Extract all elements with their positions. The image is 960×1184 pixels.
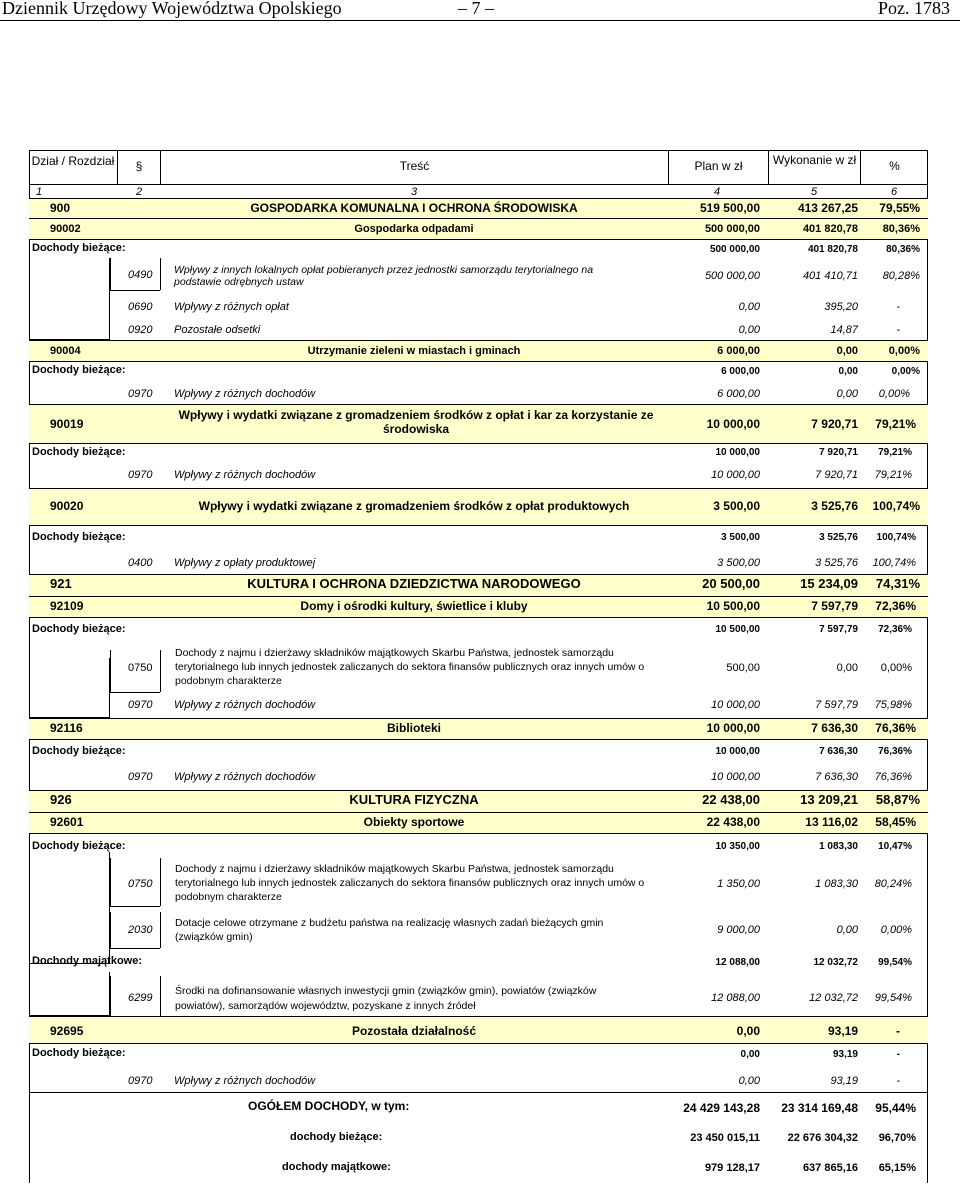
rozdzial-code: 92116 — [50, 721, 83, 735]
col-number-4: 4 — [713, 186, 721, 198]
paragraph-code: 0490 — [128, 269, 153, 281]
rozdzial-name: Pozostała działalność — [351, 1024, 477, 1038]
col-number-3: 3 — [410, 186, 418, 198]
exec-value: 413 267,25 — [797, 201, 858, 215]
header-plan: Plan w zł — [694, 159, 743, 173]
rozdzial-code: 92109 — [50, 599, 84, 613]
table-header-rule — [29, 184, 928, 185]
totals-rule — [29, 1092, 928, 1093]
rozdzial-code: 92601 — [50, 815, 84, 829]
header-percent: % — [889, 159, 900, 173]
total-majatkowe-label: dochody majątkowe: — [282, 1161, 391, 1173]
percent-value: 80,36% — [882, 223, 920, 235]
dzial-code: 926 — [50, 792, 72, 807]
total-label: OGÓŁEM DOCHODY, w tym: — [248, 1099, 410, 1113]
dzial-code: 921 — [50, 576, 72, 591]
header-tresc: Treść — [399, 159, 430, 173]
rozdzial-name: Biblioteki — [386, 721, 441, 735]
col-number-2: 2 — [135, 186, 143, 198]
paragraph-name: Wpływy z innych lokalnych opłat pobieranych przez jednostki samorządu terytorialnego na podstawie odrębnych ustaw — [174, 264, 594, 288]
header-dzial: Dział / Rozdział — [31, 154, 115, 168]
dzial-name: KULTURA I OCHRONA DZIEDZICTWA NARODOWEGO — [247, 576, 581, 591]
dzial-name: GOSPODARKA KOMUNALNA I OCHRONA ŚRODOWISKA — [250, 201, 578, 215]
col-number-6: 6 — [890, 186, 898, 198]
total-biezace-label: dochody bieżące: — [290, 1131, 383, 1143]
exec-value: 401 820,78 — [802, 223, 858, 235]
page-header — [0, 0, 960, 22]
rozdzial-name: Utrzymanie zieleni w miastach i gminach — [307, 345, 521, 357]
plan-value: 500 000,00 — [704, 223, 760, 235]
col-number-5: 5 — [810, 186, 818, 198]
header-wykonanie: Wykonanie w zł — [772, 153, 857, 167]
rozdzial-name: Domy i ośrodki kultury, świetlice i kluby — [300, 599, 528, 613]
rozdzial-name: Gospodarka odpadami — [354, 223, 474, 235]
rozdzial-code: 90019 — [50, 417, 84, 431]
rozdzial-code: 92695 — [50, 1024, 84, 1038]
dzial-code: 900 — [50, 201, 71, 215]
dochody-biezace-label: Dochody bieżące: — [32, 242, 126, 254]
header-paragraph: § — [135, 159, 143, 173]
page-number: – 7 – — [458, 0, 494, 18]
dochody-majatkowe-label: Dochody majątkowe: — [32, 955, 143, 967]
dzial-name: KULTURA FIZYCZNA — [349, 792, 479, 807]
position-number: Poz. 1783 — [878, 0, 950, 18]
rozdzial-name: Wpływy i wydatki związane z gromadzeniem środków z opłat produktowych — [198, 499, 630, 513]
journal-title: Dziennik Urzędowy Województwa Opolskiego — [2, 0, 342, 18]
header-rule — [0, 20, 960, 21]
rozdzial-code: 90020 — [50, 499, 84, 513]
percent-value: 79,55% — [879, 201, 920, 215]
plan-value: 519 500,00 — [699, 201, 760, 215]
rozdzial-code: 90002 — [50, 223, 81, 235]
rozdzial-name: Wpływy i wydatki związane z gromadzeniem środków z opłat i kar za korzystanie ze środowiska — [178, 408, 654, 436]
col-number-1: 1 — [35, 186, 43, 198]
rozdzial-code: 90004 — [50, 345, 81, 357]
rozdzial-name: Obiekty sportowe — [363, 815, 465, 829]
